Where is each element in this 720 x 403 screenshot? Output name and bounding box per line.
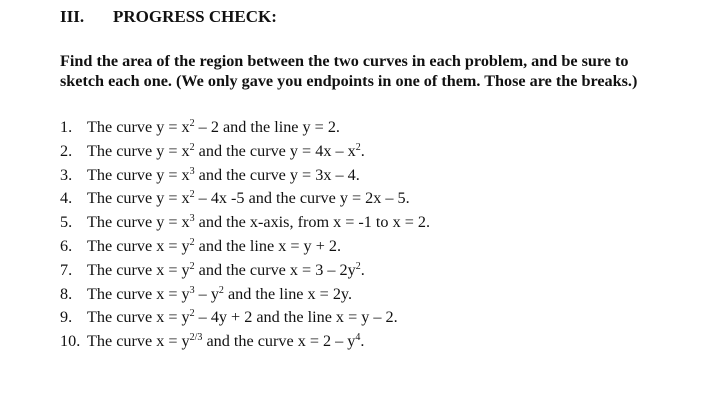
problem-text-segment: and the curve y = 3x – 4. xyxy=(194,165,360,184)
problem-number: 8. xyxy=(60,284,73,303)
problem-text-segment: and the curve x = 2 – y xyxy=(202,332,356,351)
problem-text xyxy=(87,187,410,211)
problem-text xyxy=(87,140,365,164)
problem-text xyxy=(87,211,430,235)
problem-text-segment: – 2 and the line y = 2. xyxy=(194,118,340,136)
problem-text-segment: The curve y = x xyxy=(87,189,190,208)
problem-text-segment: The curve y = x xyxy=(87,118,190,136)
problem-text-segment: – 4x -5 and the curve y = 2x – 5. xyxy=(194,189,410,208)
exponent: 3 xyxy=(189,284,195,296)
section-number: III. xyxy=(60,7,85,26)
problem-item xyxy=(60,283,430,307)
exponent: 2 xyxy=(189,118,195,129)
problem-text-segment: . xyxy=(360,141,365,160)
problem-text-segment: The curve x = y xyxy=(87,332,190,351)
exponent: 2/3 xyxy=(189,332,203,344)
problem-text-segment: . xyxy=(360,332,365,351)
problem-item xyxy=(60,235,430,259)
problem-text xyxy=(87,330,364,354)
problem-text-segment: – y xyxy=(194,284,219,303)
instructions-line: Find the area of the region between the two curves in each problem, and be sure to xyxy=(60,52,629,70)
problem-text-segment: and the line x = 2y. xyxy=(223,284,353,303)
problem-text xyxy=(87,116,340,140)
problem-item xyxy=(60,164,430,188)
problem-text xyxy=(87,259,365,283)
problem-text-segment: and the curve x = 3 – 2y xyxy=(194,260,356,279)
instructions-line: sketch each one. (We only gave you endpoints in one of them. Those are the breaks.) xyxy=(60,72,638,90)
problem-number: 5. xyxy=(60,213,73,232)
problem-text-segment: The curve x = y xyxy=(87,260,190,279)
problem-item xyxy=(60,116,430,140)
exponent: 3 xyxy=(189,213,195,225)
section-title: PROGRESS CHECK: xyxy=(113,7,277,26)
exponent: 3 xyxy=(189,165,195,177)
problem-item xyxy=(60,140,430,164)
problem-number: 4. xyxy=(60,189,73,208)
problem-text-segment: – 4y + 2 and the line x = y – 2. xyxy=(194,308,398,327)
problem-text xyxy=(87,283,352,307)
problem-item xyxy=(60,259,430,283)
exponent: 2 xyxy=(355,260,361,272)
exponent: 2 xyxy=(189,141,195,153)
problem-text xyxy=(87,235,341,259)
exponent: 2 xyxy=(355,141,361,153)
problem-number: 7. xyxy=(60,260,73,279)
problem-text-segment: The curve x = y xyxy=(87,236,190,255)
problem-text-segment: and the x-axis, from x = -1 to x = 2. xyxy=(194,213,431,232)
problem-number: 6. xyxy=(60,236,73,255)
problem-text-segment: . xyxy=(360,260,365,279)
exponent: 2 xyxy=(189,189,195,201)
problem-number: 1. xyxy=(60,118,73,136)
problem-item xyxy=(60,306,430,330)
problem-text-segment: The curve y = x xyxy=(87,141,190,160)
problem-text xyxy=(87,306,398,330)
problem-number: 9. xyxy=(60,308,73,327)
problem-item xyxy=(60,187,430,211)
exponent: 2 xyxy=(218,284,224,296)
instructions xyxy=(60,51,710,91)
problem-list xyxy=(60,116,430,354)
problem-item xyxy=(60,211,430,235)
problem-text-segment: and the line x = y + 2. xyxy=(194,236,342,255)
problem-text-segment: The curve x = y xyxy=(87,308,190,327)
problem-text-segment: and the curve y = 4x – x xyxy=(194,141,356,160)
exponent: 2 xyxy=(189,308,195,320)
exponent: 2 xyxy=(189,260,195,272)
exponent: 2 xyxy=(189,236,195,248)
problem-text-segment: The curve y = x xyxy=(87,213,190,232)
problem-text-segment: The curve x = y xyxy=(87,284,190,303)
exponent: 4 xyxy=(355,332,361,344)
problem-text xyxy=(87,164,360,188)
problem-number: 10. xyxy=(60,332,81,351)
problem-item xyxy=(60,330,430,354)
problem-text-segment: The curve y = x xyxy=(87,165,190,184)
section-heading xyxy=(60,7,277,27)
problem-number: 3. xyxy=(60,165,73,184)
problem-number: 2. xyxy=(60,141,73,160)
